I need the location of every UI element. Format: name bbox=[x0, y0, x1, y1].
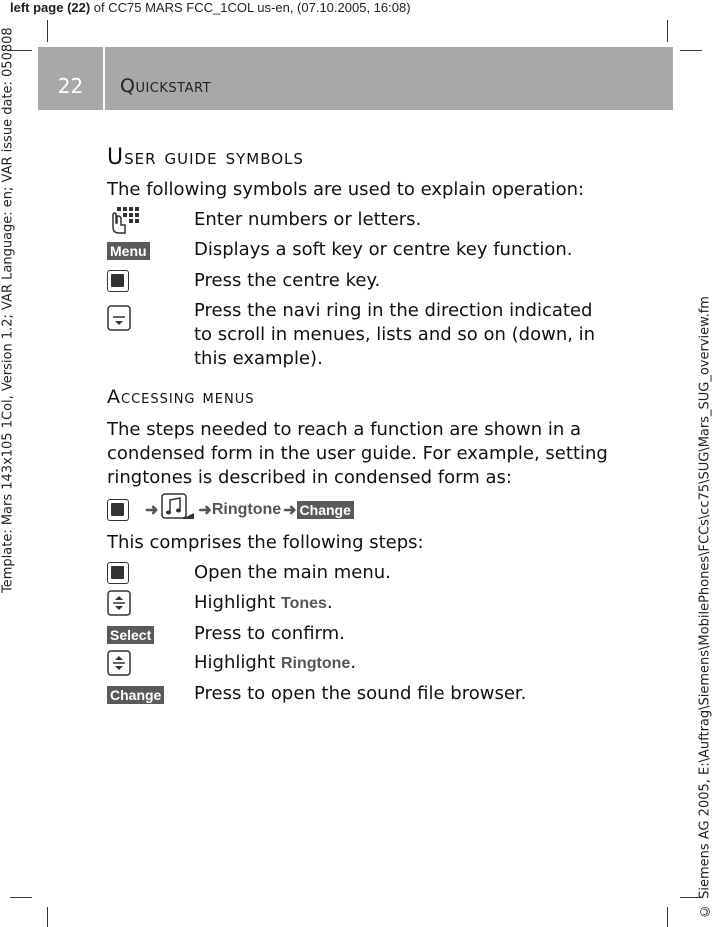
symbol-text-navi: Press the navi ring in the direction indicated to scroll in menues, lists and so on (down, in this example). bbox=[194, 300, 596, 369]
step-text-open-menu: Open the main menu. bbox=[194, 562, 391, 583]
page-number: 22 bbox=[57, 74, 84, 98]
print-info-line bbox=[10, 0, 411, 15]
path-arrow: ➜ bbox=[283, 502, 297, 519]
ringtone-menu-icon bbox=[160, 492, 196, 528]
navi-down-icon bbox=[107, 305, 131, 335]
navi-updown-icon bbox=[107, 650, 131, 680]
copyright-path: © Siemens AG 2005, E:\Auftrag\Siemens\MobilePhones\FCCs\cc75\SUG\Mars_SUG_overview.fm bbox=[697, 296, 713, 918]
header-divider bbox=[103, 47, 105, 110]
path-item-ringtone: Ringtone bbox=[211, 501, 282, 518]
template-info: Template: Mars 143x105 1Col, Version 1.2; VAR Language: en; VAR issue date: 050808 bbox=[0, 27, 16, 593]
centre-key-icon bbox=[107, 270, 129, 292]
step-suffix: . bbox=[326, 592, 333, 613]
crop-mark-bl-v bbox=[47, 907, 48, 927]
print-page-ref: left page (22) bbox=[10, 0, 91, 15]
crop-mark-bl-h bbox=[10, 897, 32, 898]
path-arrow: ➜ bbox=[198, 502, 212, 519]
centre-key-icon bbox=[107, 562, 129, 584]
centre-key-icon bbox=[107, 499, 129, 521]
change-softkey-icon: Change bbox=[297, 501, 354, 519]
symbols-heading: User guide symbols bbox=[107, 145, 304, 170]
change-softkey-label: Change bbox=[107, 686, 164, 704]
step-text-open-browser: Press to open the sound file browser. bbox=[194, 683, 527, 704]
step-suffix: . bbox=[350, 652, 357, 673]
symbols-intro: The following symbols are used to explain operation: bbox=[107, 179, 585, 200]
crop-mark-tl-v bbox=[47, 20, 48, 42]
change-softkey-icon bbox=[107, 685, 164, 704]
menus-heading: Accessing menus bbox=[107, 386, 255, 408]
step-highlight-tones bbox=[194, 591, 624, 616]
keypad-icon bbox=[107, 205, 139, 241]
menu-softkey-label: Menu bbox=[107, 242, 150, 260]
section-title: Quickstart bbox=[120, 75, 212, 97]
select-softkey-icon bbox=[107, 625, 154, 644]
crop-mark-tr-h bbox=[680, 50, 702, 51]
menu-path bbox=[107, 492, 354, 528]
symbol-text-centre-key: Press the centre key. bbox=[194, 270, 381, 291]
menu-softkey-icon bbox=[107, 241, 150, 260]
navi-updown-icon bbox=[107, 590, 131, 620]
steps-intro: This comprises the following steps: bbox=[107, 532, 424, 553]
crop-mark-br-v bbox=[667, 907, 668, 927]
symbol-text-softkey: Displays a soft key or centre key function. bbox=[194, 239, 573, 260]
step-text: Highlight bbox=[194, 592, 281, 613]
menu-ref-tones: Tones bbox=[281, 595, 327, 612]
menus-intro: The steps needed to reach a function are shown in a condensed form in the user guide. For example, setting ringtones is described in condensed form as: bbox=[107, 419, 608, 488]
print-file-info: of CC75 MARS FCC_1COL us-en, (07.10.2005, 16:08) bbox=[90, 0, 411, 15]
step-text-confirm: Press to confirm. bbox=[194, 623, 345, 644]
menu-ref-ringtone: Ringtone bbox=[281, 655, 351, 672]
crop-mark-tr-v bbox=[667, 20, 668, 42]
symbol-text-keypad: Enter numbers or letters. bbox=[194, 209, 422, 230]
select-softkey-label: Select bbox=[107, 626, 154, 644]
step-text: Highlight bbox=[194, 652, 281, 673]
path-arrow: ➜ bbox=[145, 502, 159, 519]
step-highlight-ringtone bbox=[194, 651, 624, 676]
